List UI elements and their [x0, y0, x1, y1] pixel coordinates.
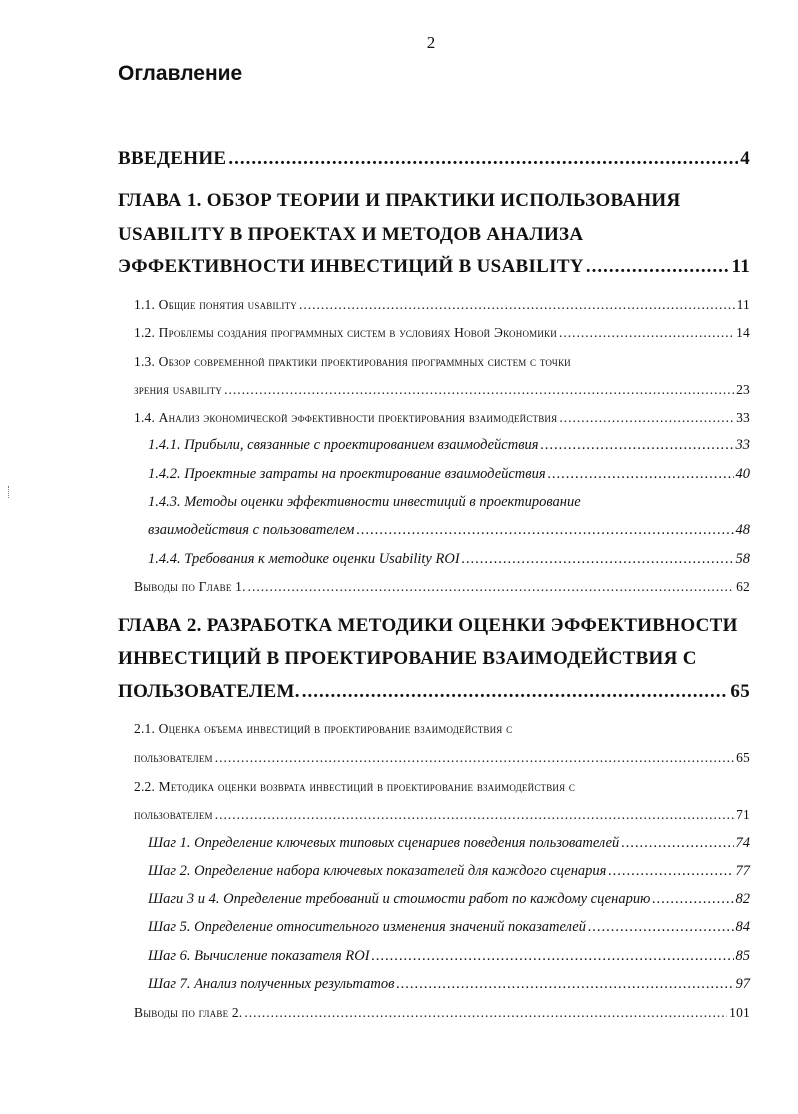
toc-entry-title: 1.4.2. Проектные затраты на проектирование взаимодействия — [148, 466, 546, 482]
toc-entry-conclusions-1[interactable] — [134, 579, 750, 595]
toc-entry-title: 1.2. Проблемы создания программных систем в условиях Новой Экономики — [134, 325, 557, 340]
toc-entry-title: 1.4.1. Прибыли, связанные с проектированием взаимодействия — [148, 437, 539, 453]
toc-entry-page: 97 — [735, 976, 750, 992]
leader-dots — [652, 891, 733, 908]
toc-entry-page: 33 — [735, 437, 750, 453]
toc-entry-2-2[interactable] — [134, 807, 750, 823]
leader-dots — [396, 976, 733, 993]
toc-entry-chapter2-line2: ИНВЕСТИЦИЙ В ПРОЕКТИРОВАНИЕ ВЗАИМОДЕЙСТВИЯ С — [118, 648, 697, 669]
toc-entry-page: 84 — [735, 919, 750, 935]
toc-entry-title: Выводы по Главе 1. — [134, 579, 246, 594]
leader-dots — [548, 466, 734, 483]
toc-entry-title: Шаг 5. Определение относительного изменения значений показателей — [148, 919, 586, 935]
toc-entry-page: 82 — [735, 891, 750, 907]
toc-entry-title: Шаг 7. Анализ полученных результатов — [148, 976, 395, 992]
leader-dots — [299, 297, 735, 313]
toc-entry-title: Шаг 6. Вычисление показателя ROI — [148, 948, 370, 964]
toc-entry-page: 11 — [731, 256, 750, 277]
toc-entry-page: 48 — [735, 522, 750, 538]
toc-entry-title: Шаг 1. Определение ключевых типовых сценариев поведения пользователей — [148, 835, 620, 851]
toc-entry-step-1[interactable] — [148, 835, 750, 852]
toc-entry-chapter1-line1: ГЛАВА 1. ОБЗОР ТЕОРИИ И ПРАКТИКИ ИСПОЛЬЗОВАНИЯ — [118, 190, 681, 211]
leader-dots — [244, 1005, 727, 1021]
leader-dots — [228, 148, 738, 170]
toc-entry-conclusions-2[interactable] — [134, 1005, 750, 1021]
toc-entry-title: 1.1. Общие понятия usability — [134, 297, 297, 312]
toc-entry-introduction[interactable] — [118, 148, 750, 170]
toc-entry-1-4-3-line1: 1.4.3. Методы оценки эффективности инвестиций в проектирование — [148, 494, 581, 510]
leader-dots — [586, 256, 730, 278]
toc-entry-page: 77 — [735, 863, 750, 879]
toc-entry-page: 58 — [735, 551, 750, 567]
leader-dots — [462, 551, 734, 568]
leader-dots — [248, 579, 734, 595]
toc-entry-1-3-line1: 1.3. Обзор современной практики проектирования программных систем с точки — [134, 354, 571, 369]
leader-dots — [608, 863, 733, 880]
toc-entry-page: 23 — [736, 382, 750, 397]
toc-entry-2-1-line1: 2.1. Оценка объема инвестиций в проектирование взаимодействия с — [134, 721, 513, 736]
toc-entry-page: 65 — [730, 681, 750, 702]
toc-entry-page: 11 — [736, 297, 750, 312]
toc-entry-page: 71 — [736, 807, 750, 822]
leader-dots — [302, 681, 729, 703]
toc-entry-title: Выводы по главе 2. — [134, 1005, 243, 1020]
toc-entry-page: 4 — [740, 148, 750, 169]
toc-entry-page: 33 — [736, 410, 750, 425]
toc-entry-1-4-2[interactable] — [148, 466, 750, 483]
toc-entry-steps-3-4[interactable] — [148, 891, 750, 908]
toc-entry-title: ЭФФЕКТИВНОСТИ ИНВЕСТИЦИЙ В USABILITY — [118, 256, 584, 277]
toc-entry-1-4[interactable] — [134, 410, 750, 426]
toc-entry-page: 85 — [735, 948, 750, 964]
toc-entry-1-3[interactable] — [134, 382, 750, 398]
toc-entry-title: 1.4. Анализ экономической эффективности проектирования взаимодействия — [134, 410, 558, 425]
toc-entry-step-5[interactable] — [148, 919, 750, 936]
toc-entry-title: пользователем — [134, 807, 213, 822]
leader-dots — [621, 835, 733, 852]
toc-entry-title: взаимодействия с пользователем — [148, 522, 355, 538]
toc-entry-1-4-4[interactable] — [148, 551, 750, 568]
leader-dots — [215, 807, 734, 823]
leader-dots — [215, 750, 734, 766]
toc-entry-page: 40 — [735, 466, 750, 482]
toc-entry-1-4-3[interactable] — [148, 522, 750, 539]
leader-dots — [540, 437, 733, 454]
toc-entry-1-4-1[interactable] — [148, 437, 750, 454]
toc-entry-title: Шаг 2. Определение набора ключевых показателей для каждого сценария — [148, 863, 607, 879]
leader-dots — [372, 948, 734, 965]
toc-entry-chapter1[interactable] — [118, 256, 750, 278]
toc-entry-step-7[interactable] — [148, 976, 750, 993]
toc-entry-chapter1-line2: USABILITY В ПРОЕКТАХ И МЕТОДОВ АНАЛИЗА — [118, 224, 584, 245]
toc-entry-title: 1.4.4. Требования к методике оценки Usability ROI — [148, 551, 460, 567]
toc-entry-page: 14 — [736, 325, 750, 340]
toc-entry-title: ПОЛЬЗОВАТЕЛЕМ. — [118, 681, 300, 702]
toc-entry-2-1[interactable] — [134, 750, 750, 766]
page-number: 2 — [426, 33, 436, 52]
leader-dots — [559, 410, 734, 426]
toc-entry-step-2[interactable] — [148, 863, 750, 880]
toc-entry-title: Шаги 3 и 4. Определение требований и стоимости работ по каждому сценарию — [148, 891, 651, 907]
leader-dots — [559, 325, 734, 341]
toc-entry-page: 101 — [729, 1005, 750, 1020]
toc-entry-title: ВВЕДЕНИЕ — [118, 148, 227, 169]
scan-margin-mark — [8, 486, 13, 498]
toc-entry-page: 74 — [735, 835, 750, 851]
toc-entry-title: зрения usability — [134, 382, 223, 397]
leader-dots — [356, 522, 733, 539]
toc-entry-title: пользователем — [134, 750, 213, 765]
toc-entry-chapter2-line1: ГЛАВА 2. РАЗРАБОТКА МЕТОДИКИ ОЦЕНКИ ЭФФЕКТИВНОСТИ — [118, 615, 738, 636]
toc-entry-1-1[interactable] — [134, 297, 750, 313]
toc-entry-page: 62 — [736, 579, 750, 594]
toc-entry-chapter2[interactable] — [118, 681, 750, 703]
leader-dots — [224, 382, 734, 398]
leader-dots — [588, 919, 734, 936]
toc-entry-2-2-line1: 2.2. Методика оценки возврата инвестиций в проектирование взаимодействия с — [134, 779, 576, 794]
toc-entry-1-2[interactable] — [134, 325, 750, 341]
toc-entry-step-6[interactable] — [148, 948, 750, 965]
toc-entry-page: 65 — [736, 750, 750, 765]
toc-title: Оглавление — [118, 62, 243, 85]
